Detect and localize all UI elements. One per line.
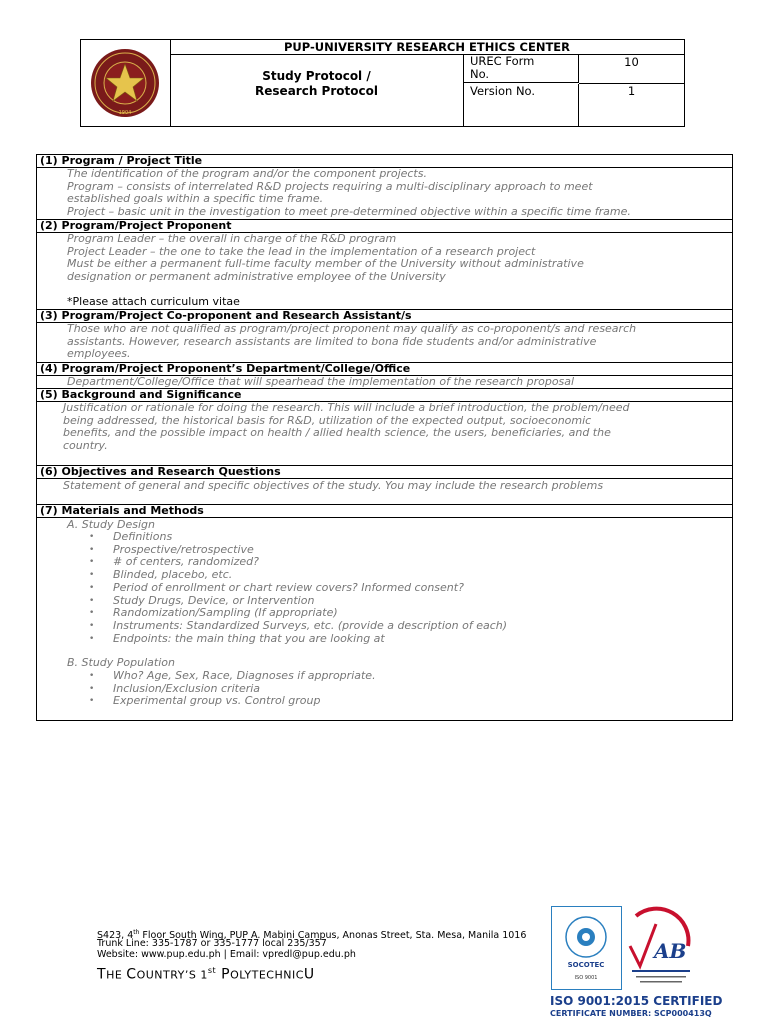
list-item: Study Drugs, Device, or Intervention	[113, 593, 315, 607]
doc-title: Study Protocol / Research Protocol	[170, 55, 464, 126]
bullet-icon: •	[89, 570, 95, 581]
list-item: Randomization/Sampling (If appropriate)	[113, 606, 338, 620]
footer-web: Website: www.pup.edu.ph | Email: vpredl@pup.edu.ph	[97, 949, 356, 960]
bullet-icon: •	[89, 544, 95, 555]
bullet-icon: •	[89, 532, 95, 542]
footer-address: S423, 4th Floor South Wing, PUP A. Mabini Campus, Anonas Street, Sta. Mesa, Manila 1016	[97, 929, 527, 942]
list-item: Endpoints: the main thing that you are looking at	[113, 631, 385, 645]
study-population-heading: B. Study Population	[67, 656, 175, 669]
center-name: PUP-UNIVERSITY RESEARCH ETHICS CENTER	[170, 40, 684, 55]
list-item: Instruments: Standardized Surveys, etc. (provide a description of each)	[113, 618, 508, 632]
form-no-value: 10	[579, 55, 684, 84]
bullet-icon: •	[89, 582, 95, 593]
certificate-number: CERTIFICATE NUMBER: SCP000413Q	[550, 1009, 712, 1018]
section-heading: (4) Program/Project Proponent’s Department/College/Office	[37, 363, 732, 376]
list-item: Experimental group vs. Control group	[113, 694, 321, 708]
protocol-table	[36, 154, 733, 721]
svg-text:1904: 1904	[118, 110, 132, 116]
svg-text:SOCOTEC: SOCOTEC	[567, 961, 605, 969]
form-header	[80, 39, 685, 127]
section-proponent: (2) Program/Project Proponent Program Leader – the overall in charge of the R&D program Project Leader – the one to take the lead in the implementation of a research project Must be either a permanent full-time faculty member of the University without administrative designation or permanent administrative employee of the University *Please attach curriculum vitae	[37, 219, 732, 310]
section-co-proponent: (3) Program/Project Co-proponent and Research Assistant/s Those who are not qualified as program/project proponent may qualify as co-proponent/s and research assistants. However, research assistants are limited to bona fide students and/or administrative employees.	[37, 309, 732, 363]
motto: THE COUNTRY’S 1st POLYTECHNICU	[97, 966, 315, 983]
version-value: 1	[627, 84, 636, 98]
socotec-logo-icon	[552, 907, 621, 989]
section-program-title: (1) Program / Project Title The identification of the program and/or the component projects. Program – consists of interrelated R&D projects requiring a multi-disciplinary approach to meet established goals within a specific time frame. Project – basic unit in the investigation to meet pre-determined objective within a specific time frame.	[37, 154, 732, 220]
bullet-icon: •	[89, 620, 95, 631]
section-background: (5) Background and Significance Justification or rationale for doing the research. This will include a brief introduction, the problem/need being addressed, the historical basis for R&D, utilization of the expected output, socioeconomic benefits, and the possible impact on health / allied health science, the users, beneficiaries, and the country.	[37, 388, 732, 466]
section-heading: (2) Program/Project Proponent	[37, 220, 732, 233]
list-item: Period of enrollment or chart review covers? Informed consent?	[113, 580, 464, 594]
cv-note: *Please attach curriculum vitae	[67, 295, 240, 308]
section-heading: (6) Objectives and Research Questions	[37, 466, 732, 479]
form-no-label: UREC Form No.	[464, 55, 579, 83]
list-item: Who? Age, Sex, Race, Diagnoses if appropriate.	[113, 669, 376, 682]
bullet-icon: •	[89, 595, 95, 606]
socotec-cert-badge	[551, 906, 622, 990]
bullet-icon: •	[89, 557, 95, 568]
logo-cell	[81, 40, 171, 126]
study-design-heading: A. Study Design	[67, 518, 155, 531]
pup-seal-icon	[81, 40, 170, 126]
footer-trunk: Trunk Line: 335-1787 or 335-1777 local 235/357	[97, 938, 327, 949]
bullet-icon: •	[89, 671, 95, 681]
list-item: # of centers, randomized?	[113, 555, 260, 569]
svg-text:ISO 9001: ISO 9001	[574, 975, 598, 981]
section-heading: (7) Materials and Methods	[37, 505, 732, 518]
list-item: Definitions	[113, 530, 173, 543]
bullet-icon: •	[89, 683, 95, 694]
iso-certified: ISO 9001:2015 CERTIFIED	[550, 994, 723, 1008]
pab-accreditation-icon	[626, 906, 696, 990]
section-heading: (5) Background and Significance	[37, 389, 732, 402]
section-heading: (3) Program/Project Co-proponent and Research Assistant/s	[37, 310, 732, 323]
list-item: Blinded, placebo, etc.	[113, 568, 233, 582]
section-materials-methods	[37, 504, 732, 721]
section-department: (4) Program/Project Proponent’s Department/College/Office Department/College/Office that will spearhead the implementation of the research proposal	[37, 362, 732, 389]
svg-text:AB: AB	[654, 939, 687, 963]
bullet-icon: •	[89, 608, 95, 619]
version-label: Version No.	[464, 84, 579, 126]
bullet-icon: •	[89, 633, 95, 644]
section-objectives: (6) Objectives and Research Questions Statement of general and specific objectives of the study. You may include the research problems	[37, 465, 732, 505]
list-item: Inclusion/Exclusion criteria	[113, 681, 261, 695]
list-item: Prospective/retrospective	[113, 542, 254, 556]
section-heading: (1) Program / Project Title	[37, 155, 732, 168]
bullet-icon: •	[89, 696, 95, 707]
